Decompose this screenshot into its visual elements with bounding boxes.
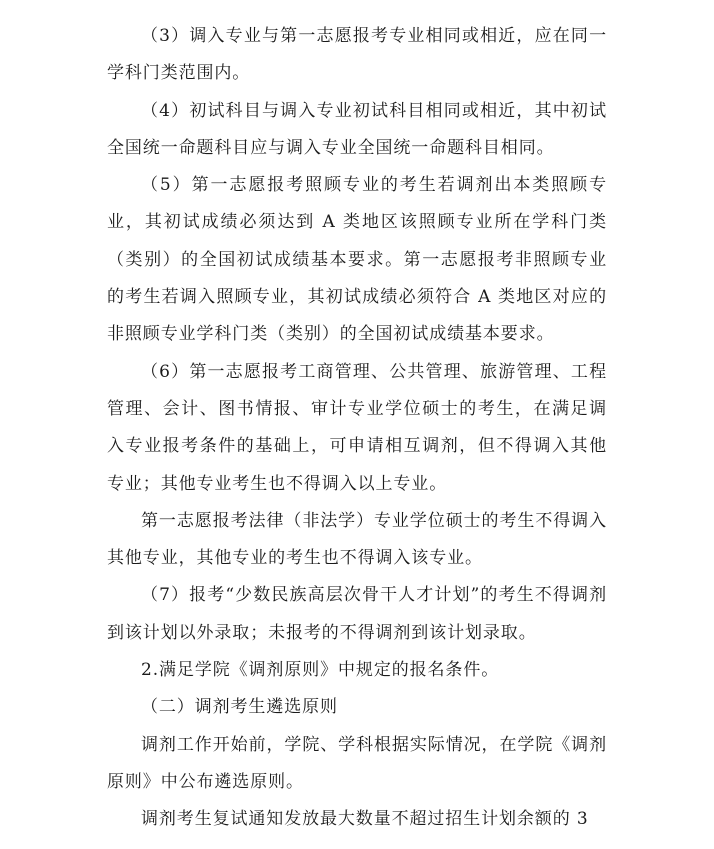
paragraph-item-3: （3）调入专业与第一志愿报考专业相同或相近，应在同一学科门类范围内。 bbox=[107, 26, 607, 84]
document-body bbox=[107, 18, 607, 839]
paragraph-selection-intro: 调剂工作开始前，学院、学科根据实际情况，在学院《调剂原则》中公布遴选原则。 bbox=[107, 734, 607, 792]
paragraph-law-note: 第一志愿报考法律（非法学）专业学位硕士的考生不得调入其他专业，其他专业的考生也不得调入该专业。 bbox=[107, 510, 607, 569]
paragraph-item-6: （6）第一志愿报考工商管理、公共管理、旅游管理、工程管理、会计、图书情报、审计专业学位硕士的考生，在满足调入专业报考条件的基础上，可申请相互调剂，但不得调入其他专业；其他专业考生也不得调入以上专业。 bbox=[107, 361, 607, 494]
paragraph-item-4: （4）初试科目与调入专业初试科目相同或相近，其中初试全国统一命题科目应与调入专业全国统一命题科目相同。 bbox=[107, 100, 607, 158]
paragraph-condition-2: 2.满足学院《调剂原则》中规定的报名条件。 bbox=[141, 660, 500, 681]
section-heading: （二）调剂考生遴选原则 bbox=[141, 697, 338, 718]
paragraph-item-5: （5）第一志愿报考照顾专业的考生若调剂出本类照顾专业，其初试成绩必须达到 A 类地区该照顾专业所在学科门类（类别）的全国初试成绩基本要求。第一志愿报考非照顾专业的考生若调入照顾专业，其初试成绩必须符合 A 类地区对应的非照顾专业学科门类（类别）的全国初试成绩基本要求。 bbox=[107, 175, 607, 345]
paragraph-retest-quota: 调剂考生复试通知发放最大数量不超过招生计划余额的 3 bbox=[141, 809, 589, 830]
paragraph-item-7: （7）报考“少数民族高层次骨干人才计划”的考生不得调剂到该计划以外录取；未报考的不得调剂到该计划录取。 bbox=[107, 585, 607, 643]
